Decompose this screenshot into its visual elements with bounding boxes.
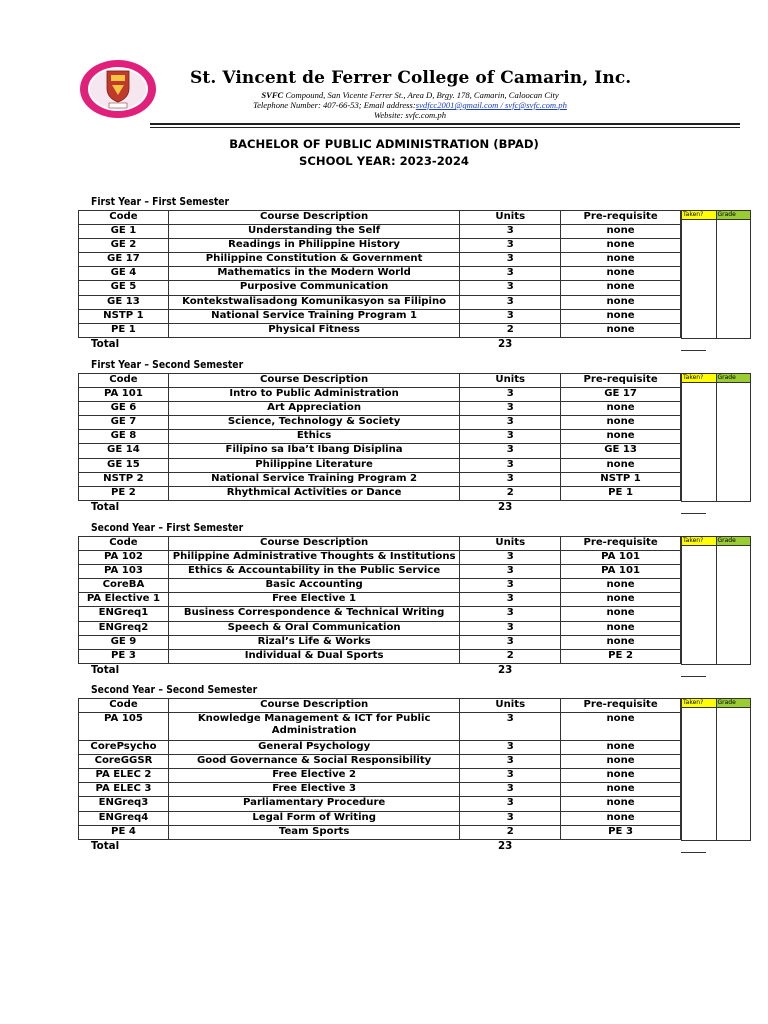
course-description: Legal Form of Writing bbox=[168, 811, 459, 825]
course-row bbox=[79, 649, 681, 663]
course-units: 3 bbox=[460, 551, 561, 565]
description-header: Course Description bbox=[168, 374, 459, 388]
course-description: Readings in Philippine History bbox=[168, 239, 460, 253]
taken-cell[interactable] bbox=[682, 383, 717, 501]
college-name: St. Vincent de Ferrer College of Camarin, Inc. bbox=[190, 68, 632, 88]
course-code: CoreGGSR bbox=[79, 755, 169, 769]
course-units: 3 bbox=[460, 579, 561, 593]
course-row bbox=[79, 430, 681, 444]
course-prereq: none bbox=[561, 769, 681, 783]
table-header-row bbox=[79, 537, 681, 551]
course-prereq: none bbox=[561, 811, 681, 825]
code-header: Code bbox=[79, 699, 169, 713]
course-units: 3 bbox=[460, 295, 561, 309]
taken-grade-header bbox=[682, 374, 750, 383]
course-description: Intro to Public Administration bbox=[168, 388, 459, 402]
course-code: PA ELEC 2 bbox=[79, 769, 169, 783]
course-prereq: PE 3 bbox=[561, 825, 681, 839]
course-prereq: none bbox=[561, 416, 681, 430]
course-description: Ethics bbox=[168, 430, 459, 444]
course-row bbox=[79, 593, 681, 607]
course-code: PE 2 bbox=[79, 486, 169, 500]
course-row bbox=[79, 621, 681, 635]
taken-grade-box bbox=[681, 373, 751, 502]
course-code: GE 9 bbox=[79, 635, 169, 649]
course-code: PA 101 bbox=[79, 388, 169, 402]
course-code: GE 4 bbox=[79, 267, 169, 281]
taken-grade-box bbox=[681, 698, 751, 841]
course-row bbox=[79, 769, 681, 783]
course-row bbox=[79, 713, 681, 741]
course-row bbox=[79, 607, 681, 621]
course-prereq: NSTP 1 bbox=[561, 472, 681, 486]
course-description: Kontekstwalisadong Komunikasyon sa Filipino bbox=[168, 295, 460, 309]
college-seal-logo bbox=[78, 58, 158, 120]
taken-grade-box bbox=[681, 536, 751, 665]
course-code: GE 1 bbox=[79, 225, 169, 239]
course-prereq: none bbox=[561, 267, 681, 281]
course-prereq: none bbox=[561, 295, 681, 309]
course-units: 3 bbox=[460, 607, 561, 621]
course-prereq: none bbox=[561, 635, 681, 649]
website-line: Website: svfc.com.ph bbox=[374, 110, 446, 120]
course-table bbox=[78, 373, 681, 501]
course-code: GE 7 bbox=[79, 416, 169, 430]
course-row bbox=[79, 565, 681, 579]
course-description: National Service Training Program 1 bbox=[168, 309, 460, 323]
address-brand: SVFC bbox=[261, 90, 284, 100]
course-units: 3 bbox=[460, 458, 561, 472]
course-prereq: none bbox=[561, 430, 681, 444]
prereq-header: Pre-requisite bbox=[561, 211, 681, 225]
total-rule bbox=[681, 513, 706, 514]
course-description: Rizal’s Life & Works bbox=[168, 635, 459, 649]
course-units: 2 bbox=[460, 323, 561, 337]
semester-heading: Second Year – First Semester bbox=[91, 522, 244, 534]
course-description: National Service Training Program 2 bbox=[168, 472, 459, 486]
course-code: PA 103 bbox=[79, 565, 169, 579]
course-code: GE 6 bbox=[79, 402, 169, 416]
course-code: GE 5 bbox=[79, 281, 169, 295]
code-header: Code bbox=[79, 537, 169, 551]
course-units: 3 bbox=[460, 755, 561, 769]
total-rule bbox=[681, 676, 706, 677]
program-title: BACHELOR OF PUBLIC ADMINISTRATION (BPAD) bbox=[229, 137, 539, 151]
course-code: GE 15 bbox=[79, 458, 169, 472]
course-row bbox=[79, 444, 681, 458]
taken-cell[interactable] bbox=[682, 708, 717, 840]
course-row bbox=[79, 388, 681, 402]
course-prereq: PA 101 bbox=[561, 551, 681, 565]
course-description: Purposive Communication bbox=[168, 281, 460, 295]
course-units: 3 bbox=[460, 388, 561, 402]
course-prereq: none bbox=[561, 458, 681, 472]
course-description: Philippine Literature bbox=[168, 458, 459, 472]
course-row bbox=[79, 295, 681, 309]
course-description: Parliamentary Procedure bbox=[168, 797, 459, 811]
course-table bbox=[78, 536, 681, 664]
course-code: PA 102 bbox=[79, 551, 169, 565]
total-units: 23 bbox=[498, 663, 513, 676]
course-code: GE 13 bbox=[79, 295, 169, 309]
course-prereq: GE 17 bbox=[561, 388, 681, 402]
course-prereq: none bbox=[561, 281, 681, 295]
grade-label: Grade bbox=[717, 211, 751, 219]
taken-grade-header bbox=[682, 537, 750, 546]
course-units: 3 bbox=[460, 239, 561, 253]
total-rule bbox=[681, 350, 706, 351]
course-row bbox=[79, 486, 681, 500]
table-header-row bbox=[79, 699, 681, 713]
header-rule-thin bbox=[150, 127, 740, 128]
course-description: Rhythmical Activities or Dance bbox=[168, 486, 459, 500]
total-rule bbox=[681, 852, 706, 853]
taken-grade-cells bbox=[682, 383, 750, 501]
course-description: Free Elective 1 bbox=[168, 593, 459, 607]
course-code: GE 2 bbox=[79, 239, 169, 253]
taken-grade-header bbox=[682, 211, 750, 220]
course-row bbox=[79, 239, 681, 253]
units-header: Units bbox=[460, 537, 561, 551]
course-row bbox=[79, 267, 681, 281]
units-header: Units bbox=[460, 699, 561, 713]
description-header: Course Description bbox=[168, 211, 460, 225]
course-row bbox=[79, 402, 681, 416]
grade-label: Grade bbox=[717, 699, 751, 707]
units-header: Units bbox=[460, 374, 561, 388]
course-description: Business Correspondence & Technical Writing bbox=[168, 607, 459, 621]
description-header: Course Description bbox=[168, 699, 459, 713]
course-row bbox=[79, 551, 681, 565]
course-units: 3 bbox=[460, 430, 561, 444]
address-line bbox=[170, 90, 650, 100]
total-units: 23 bbox=[498, 337, 513, 350]
taken-label: Taken? bbox=[682, 537, 717, 545]
course-description: Understanding the Self bbox=[168, 225, 460, 239]
total-label: Total bbox=[91, 337, 120, 350]
total-units: 23 bbox=[498, 839, 513, 852]
course-units: 2 bbox=[460, 649, 561, 663]
course-code: ENGreq3 bbox=[79, 797, 169, 811]
course-prereq: none bbox=[561, 239, 681, 253]
course-prereq: none bbox=[561, 593, 681, 607]
school-year: SCHOOL YEAR: 2023-2024 bbox=[299, 154, 469, 168]
course-description: Free Elective 2 bbox=[168, 769, 459, 783]
course-description: Filipino sa Iba’t Ibang Disiplina bbox=[168, 444, 459, 458]
course-code: NSTP 1 bbox=[79, 309, 169, 323]
grade-cell[interactable] bbox=[717, 383, 751, 501]
course-description: Basic Accounting bbox=[168, 579, 459, 593]
units-header: Units bbox=[460, 211, 561, 225]
course-units: 3 bbox=[460, 635, 561, 649]
taken-grade-header bbox=[682, 699, 750, 708]
course-prereq: none bbox=[561, 621, 681, 635]
course-code: PE 3 bbox=[79, 649, 169, 663]
course-code: NSTP 2 bbox=[79, 472, 169, 486]
course-description: Mathematics in the Modern World bbox=[168, 267, 460, 281]
course-prereq: none bbox=[561, 741, 681, 755]
course-description: Philippine Administrative Thoughts & Institutions bbox=[168, 551, 459, 565]
course-prereq: none bbox=[561, 579, 681, 593]
taken-cell[interactable] bbox=[682, 546, 717, 664]
course-row bbox=[79, 635, 681, 649]
taken-grade-cells bbox=[682, 220, 750, 338]
address-text: Compound, San Vicente Ferrer St., Area D, Brgy. 178, Camarin, Caloocan City bbox=[285, 90, 559, 100]
course-prereq: none bbox=[561, 253, 681, 267]
course-description: Speech & Oral Communication bbox=[168, 621, 459, 635]
course-prereq: none bbox=[561, 309, 681, 323]
course-code: ENGreq4 bbox=[79, 811, 169, 825]
course-row bbox=[79, 309, 681, 323]
course-code: PA 105 bbox=[79, 713, 169, 741]
course-description: Physical Fitness bbox=[168, 323, 460, 337]
course-description: Free Elective 3 bbox=[168, 783, 459, 797]
course-units: 3 bbox=[460, 225, 561, 239]
course-units: 3 bbox=[460, 797, 561, 811]
semester-heading: Second Year – Second Semester bbox=[91, 684, 258, 696]
course-prereq: PE 1 bbox=[561, 486, 681, 500]
total-units: 23 bbox=[498, 500, 513, 513]
course-row bbox=[79, 323, 681, 337]
code-header: Code bbox=[79, 374, 169, 388]
course-prereq: PA 101 bbox=[561, 565, 681, 579]
course-description: Team Sports bbox=[168, 825, 459, 839]
course-units: 3 bbox=[460, 593, 561, 607]
course-row bbox=[79, 281, 681, 295]
taken-label: Taken? bbox=[682, 374, 717, 382]
grade-label: Grade bbox=[717, 374, 751, 382]
course-code: PE 4 bbox=[79, 825, 169, 839]
course-prereq: none bbox=[561, 225, 681, 239]
course-row bbox=[79, 579, 681, 593]
email-links[interactable]: svdfcc2001@gmail.com / svfc@svfc.com.ph bbox=[415, 100, 567, 110]
course-prereq: none bbox=[561, 783, 681, 797]
taken-label: Taken? bbox=[682, 699, 717, 707]
course-units: 3 bbox=[460, 402, 561, 416]
course-prereq: GE 13 bbox=[561, 444, 681, 458]
course-description: Ethics & Accountability in the Public Service bbox=[168, 565, 459, 579]
total-label: Total bbox=[91, 663, 120, 676]
course-description: Art Appreciation bbox=[168, 402, 459, 416]
course-code: CoreBA bbox=[79, 579, 169, 593]
description-header: Course Description bbox=[168, 537, 459, 551]
course-row bbox=[79, 755, 681, 769]
course-description: General Psychology bbox=[168, 741, 459, 755]
course-row bbox=[79, 225, 681, 239]
course-units: 3 bbox=[460, 309, 561, 323]
grade-cell[interactable] bbox=[717, 220, 751, 338]
course-code: PA Elective 1 bbox=[79, 593, 169, 607]
course-code: PE 1 bbox=[79, 323, 169, 337]
contact-line bbox=[170, 100, 650, 110]
course-code: GE 8 bbox=[79, 430, 169, 444]
course-prereq: none bbox=[561, 323, 681, 337]
taken-grade-box bbox=[681, 210, 751, 339]
taken-grade-cells bbox=[682, 546, 750, 664]
course-row bbox=[79, 783, 681, 797]
course-units: 3 bbox=[460, 783, 561, 797]
course-code: ENGreq2 bbox=[79, 621, 169, 635]
course-code: CorePsycho bbox=[79, 741, 169, 755]
course-units: 3 bbox=[460, 281, 561, 295]
course-code: GE 17 bbox=[79, 253, 169, 267]
course-code: PA ELEC 3 bbox=[79, 783, 169, 797]
taken-grade-cells bbox=[682, 708, 750, 840]
course-units: 3 bbox=[460, 741, 561, 755]
semester-heading: First Year – First Semester bbox=[91, 196, 230, 208]
course-row bbox=[79, 811, 681, 825]
table-header-row bbox=[79, 374, 681, 388]
course-row bbox=[79, 825, 681, 839]
course-description: Science, Technology & Society bbox=[168, 416, 459, 430]
course-units: 3 bbox=[460, 769, 561, 783]
semester-heading: First Year – Second Semester bbox=[91, 359, 244, 371]
course-row bbox=[79, 416, 681, 430]
course-units: 3 bbox=[460, 416, 561, 430]
course-row bbox=[79, 253, 681, 267]
course-code: GE 14 bbox=[79, 444, 169, 458]
prereq-header: Pre-requisite bbox=[561, 537, 681, 551]
course-units: 3 bbox=[460, 811, 561, 825]
taken-cell[interactable] bbox=[682, 220, 717, 338]
course-units: 3 bbox=[460, 444, 561, 458]
course-prereq: none bbox=[561, 755, 681, 769]
course-description: Individual & Dual Sports bbox=[168, 649, 459, 663]
course-units: 2 bbox=[460, 486, 561, 500]
course-units: 3 bbox=[460, 565, 561, 579]
course-units: 3 bbox=[460, 621, 561, 635]
course-prereq: none bbox=[561, 713, 681, 741]
course-row bbox=[79, 458, 681, 472]
course-description: Philippine Constitution & Government bbox=[168, 253, 460, 267]
course-description: Good Governance & Social Responsibility bbox=[168, 755, 459, 769]
total-label: Total bbox=[91, 500, 120, 513]
course-table bbox=[78, 698, 681, 840]
taken-label: Taken? bbox=[682, 211, 717, 219]
course-row bbox=[79, 472, 681, 486]
course-units: 3 bbox=[460, 472, 561, 486]
course-prereq: none bbox=[561, 797, 681, 811]
course-units: 3 bbox=[460, 713, 561, 741]
course-prereq: none bbox=[561, 607, 681, 621]
course-prereq: none bbox=[561, 402, 681, 416]
course-code: ENGreq1 bbox=[79, 607, 169, 621]
header-rule-thick bbox=[150, 123, 740, 125]
grade-label: Grade bbox=[717, 537, 751, 545]
prereq-header: Pre-requisite bbox=[561, 699, 681, 713]
prereq-header: Pre-requisite bbox=[561, 374, 681, 388]
course-row bbox=[79, 797, 681, 811]
phone-text: Telephone Number: 407-66-53; Email address: bbox=[253, 100, 416, 110]
course-units: 3 bbox=[460, 267, 561, 281]
course-row bbox=[79, 741, 681, 755]
course-prereq: PE 2 bbox=[561, 649, 681, 663]
total-label: Total bbox=[91, 839, 120, 852]
grade-cell[interactable] bbox=[717, 546, 751, 664]
table-header-row bbox=[79, 211, 681, 225]
course-table bbox=[78, 210, 681, 338]
code-header: Code bbox=[79, 211, 169, 225]
course-units: 2 bbox=[460, 825, 561, 839]
course-description: Knowledge Management & ICT for Public Administration bbox=[168, 713, 459, 741]
grade-cell[interactable] bbox=[717, 708, 751, 840]
course-units: 3 bbox=[460, 253, 561, 267]
